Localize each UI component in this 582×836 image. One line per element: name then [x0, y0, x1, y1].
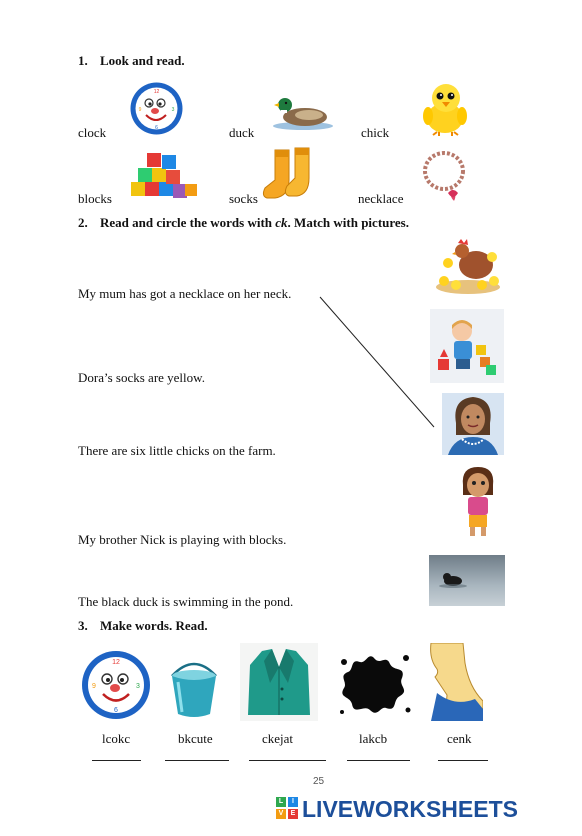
neck-picture	[425, 643, 483, 721]
boy-with-blocks-picture[interactable]	[430, 309, 504, 383]
black-duck-illustration	[429, 555, 505, 606]
chicks-farm-picture[interactable]	[434, 237, 502, 297]
scrambled-word-1: lcokc	[102, 731, 131, 746]
section-2-number: 2.	[78, 215, 88, 230]
section-2-title-emphasis: ck	[275, 215, 288, 230]
svg-text:9: 9	[138, 107, 142, 113]
badge-letter-1: L	[276, 797, 286, 807]
answer-blank-4[interactable]	[347, 760, 410, 761]
jacket-picture	[240, 643, 318, 721]
bucket-picture	[166, 656, 223, 720]
sentence-4[interactable]: My brother Nick is playing with blocks.	[78, 532, 287, 547]
ink-splat-picture	[336, 648, 412, 722]
sentence-5[interactable]: The black duck is swimming in the pond.	[78, 594, 294, 609]
word-chick: chick	[361, 125, 390, 140]
mum-necklace-picture[interactable]	[442, 393, 504, 455]
clock-picture-2	[79, 649, 153, 721]
section-3-number: 3.	[78, 618, 88, 633]
word-clock: clock	[78, 125, 107, 140]
sentence-3[interactable]: There are six little chicks on the farm.	[78, 443, 276, 458]
section-2-title: Read and circle the words with	[100, 215, 276, 230]
word-duck: duck	[229, 125, 255, 140]
svg-text:3: 3	[136, 683, 140, 690]
page-number: 25	[313, 776, 325, 787]
dora-picture[interactable]	[455, 465, 501, 545]
svg-text:9: 9	[92, 683, 96, 690]
sentence-1[interactable]: My mum has got a necklace on her neck.	[78, 286, 292, 301]
badge-letter-4: E	[288, 809, 298, 819]
answer-blank-1[interactable]	[92, 760, 141, 761]
section-2-title-end: . Match with pictures.	[287, 215, 409, 230]
answer-blank-5[interactable]	[438, 760, 488, 761]
section-1-number: 1.	[78, 53, 88, 68]
black-duck-picture[interactable]	[429, 555, 505, 606]
svg-text:3: 3	[171, 107, 175, 113]
answer-blank-2[interactable]	[165, 760, 229, 761]
word-socks: socks	[229, 191, 258, 206]
section-1-title: Look and read.	[100, 53, 185, 68]
svg-text:6: 6	[155, 125, 158, 131]
svg-text:12: 12	[153, 89, 160, 95]
sentence-2[interactable]: Dora’s socks are yellow.	[78, 370, 205, 385]
word-necklace: necklace	[358, 191, 404, 206]
svg-text:12: 12	[112, 659, 120, 666]
boy-with-blocks-illustration	[430, 309, 504, 383]
liveworksheets-logo-badge	[276, 797, 300, 821]
scrambled-word-5: cenk	[447, 731, 472, 746]
section-3-heading	[78, 618, 208, 634]
scrambled-word-2: bkcute	[178, 731, 213, 746]
badge-letter-2: I	[288, 797, 298, 807]
liveworksheets-brand[interactable]: LIVEWORKSHEETS	[302, 796, 518, 822]
scrambled-word-4: lakcb	[359, 731, 388, 746]
word-blocks: blocks	[78, 191, 112, 206]
svg-text:6: 6	[114, 707, 118, 714]
scrambled-word-3: ckejat	[262, 731, 294, 746]
badge-letter-3: V	[276, 809, 286, 819]
section-3-title: Make words. Read.	[100, 618, 208, 633]
answer-blank-3[interactable]	[249, 760, 326, 761]
